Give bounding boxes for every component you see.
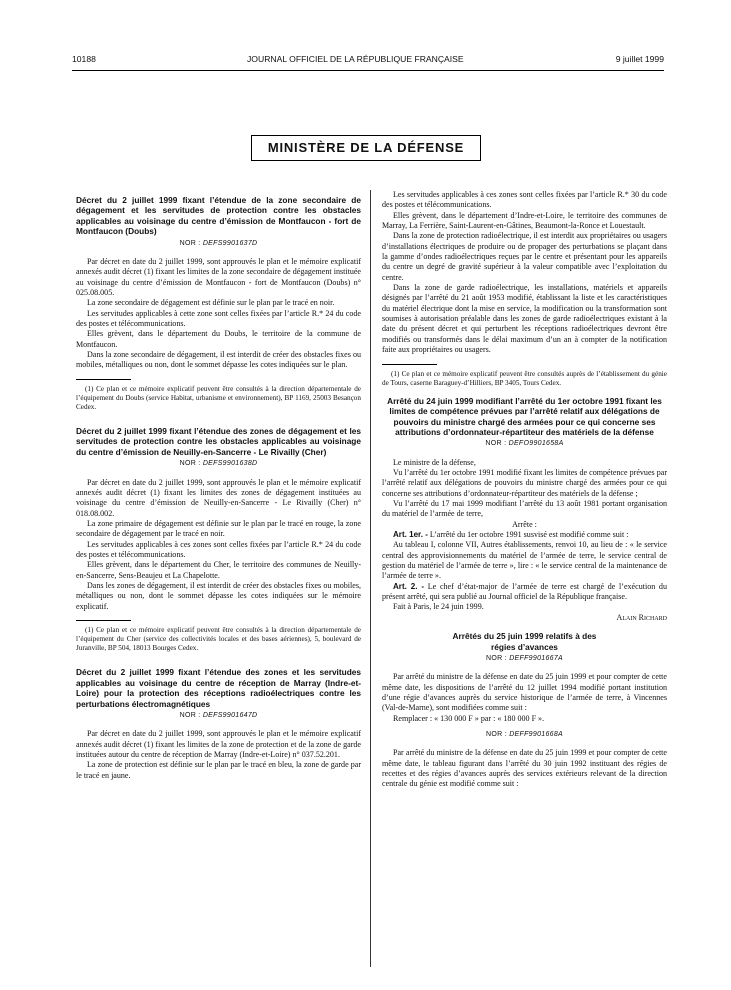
paragraph: Dans la zone de protection radioélectrique, il est interdit aux propriétaires ou usagers d’installations électriques de produire ou de propager des perturbations se plaçant dans la gamme d’ondes radioélectriques reçues par le centre et présentant pour les appareils du centre un degré de gravité supérieur à la valeur compatible avec l’exploitation du centre. — [382, 231, 667, 282]
header-rule — [72, 70, 664, 71]
page-number: 10188 — [72, 54, 96, 64]
nor-line: NOR : DEFS9901637D — [179, 239, 258, 247]
paragraph: Les servitudes applicables à ces zones sont celles fixées par l’article R.* 30 du code des postes et télécommunications. — [382, 190, 667, 210]
paragraph: Le ministre de la défense, — [393, 457, 476, 467]
paragraph: Par décret en date du 2 juillet 1999, sont approuvés le plan et le mémoire explicatif annexés audit décret (1) fixant les limites de la zone de protection et de la zone de garde instituées autour du centre de réception de Marray (Indre-et-Loire) n° 037.52.201. — [76, 729, 361, 759]
right-column — [382, 190, 667, 790]
decree-title: Décret du 2 juillet 1999 fixant l’étendue des zones et les servitudes applicables au voisinage du centre de réception de Marray (Indre-et-Loire) pour la protection des réceptions radioélectriques contre les perturbations électromagnétiques — [76, 667, 361, 709]
issue-date: 9 juillet 1999 — [615, 54, 664, 64]
paragraph: Au tableau I, colonne VII, Autres établissements, renvoi 10, au lieu de : « le service central des approvisionnements du matériel de l’armée de terre, le service central de gestion du matériel de l’armée de terre », lire : « le service central de la maintenance de l’armée de terre ». — [382, 540, 667, 581]
paragraph: La zone primaire de dégagement est définie sur le plan par le tracé en rouge, la zone secondaire de dégagement par le tracé en noir. — [76, 518, 361, 539]
paragraph: Dans les zones de dégagement, il est interdit de créer des obstacles fixes ou mobiles, métalliques ou non, dont le sommet dépasse les cotes indiquées sur le mémoire explicatif. — [76, 581, 361, 611]
nor-line: NOR : DEFS9901647D — [179, 711, 258, 719]
paragraph: Dans la zone de garde radioélectrique, les installations, matériels et appareils désignés par l’arrêté du 21 août 1953 modifié, établissant la liste et les caractéristiques du matériel électrique dont la mise en service, la modification ou la transformation sont soumises à autorisation préalable dans les zones de garde radioélectriques existant à la date du présent décret et qui perturbent les réceptions radioélectriques devront être modifiés ou transformés dans le délai maximum d’un an à compter de la notification faite aux propriétaires ou usagers. — [382, 283, 667, 355]
footnote: (1) Ce plan et ce mémoire explicatif peuvent être consultés à la direction départementale de l’équipement du Doubs (service Habitat, urbanisme et environnement), BP 1169, 25003 Besançon Cedex. — [76, 384, 361, 411]
footnote-rule — [76, 620, 131, 621]
paragraph: Remplacer : « 130 000 F » par : « 180 000 F ». — [393, 713, 545, 723]
paragraph: Elles grèvent, dans le département du Cher, le territoire des communes de Neuilly-en-Sancerre, Sens-Beaujeu et La Chapelotte. — [76, 560, 361, 580]
paragraph: Dans la zone secondaire de dégagement, il est interdit de créer des obstacles fixes ou mobiles, métalliques ou non, dont le sommet dépasse les cotes indiquées sur le plan. — [76, 350, 361, 370]
nor-line: NOR : DEFF9901667A — [486, 654, 563, 662]
signature: Alain Richard — [616, 612, 667, 622]
column-divider — [370, 190, 371, 967]
article-1: Art. 1er. - L’arrêté du 1er octobre 1991 susvisé est modifié comme suit : — [393, 530, 629, 540]
ministry-title: MINISTÈRE DE LA DÉFENSE — [267, 140, 465, 155]
paragraph: La zone de protection est définie sur le plan par le tracé en bleu, la zone de garde par le tracé en jaune. — [76, 760, 361, 780]
paragraph: Elles grèvent, dans le département du Doubs, le territoire de la commune de Montfaucon. — [76, 329, 361, 349]
paragraph: La zone secondaire de dégagement est définie sur le plan par le tracé en noir. — [87, 298, 335, 308]
journal-title: JOURNAL OFFICIEL DE LA RÉPUBLIQUE FRANÇAISE — [247, 54, 464, 64]
paragraph: Les servitudes applicables à cette zone sont celles fixées par l’article R.* 24 du code des postes et télécommunications. — [76, 308, 361, 329]
ministry-box — [251, 135, 481, 161]
paragraph: Vu l’arrêté du 17 mai 1999 modifiant l’arrêté du 13 août 1981 portant organisation du matériel de l’armée de terre, — [382, 499, 667, 519]
decree-title: Décret du 2 juillet 1999 fixant l’étendue de la zone secondaire de dégagement et les servitudes de protection contre les obstacles applicables au voisinage du centre d’émission de Montfaucon - fort de Montfaucon (Doubs) — [76, 195, 361, 237]
arrete-title: Arrêté du 24 juin 1999 modifiant l’arrêté du 1er octobre 1991 fixant les limites de compétence prévues par l’arrêté relatif aux délégations de pouvoirs du ministre chargé des armées pour ce qui concerne ses attributions d’ordonnateur-répartiteur des matériels de la défense — [387, 395, 662, 437]
paragraph: Par arrêté du ministre de la défense en date du 25 juin 1999 et pour compter de cette même date, les dispositions de l’arrêté du 12 juillet 1994 modifié portant institution d’une régie d’avances auprès du service historique de l’armée de terre, à Vincennes (Val-de-Marne), sont modifiées comme suit : — [382, 672, 667, 713]
paragraph: Fait à Paris, le 24 juin 1999. — [393, 602, 484, 612]
paragraph: Elles grèvent, dans le département d’Indre-et-Loire, le territoire des communes de Marray, La Ferrière, Saint-Laurent-en-Gâtines, Beaumont-la-Ronce et Louestault. — [382, 210, 667, 231]
paragraph: Par décret en date du 2 juillet 1999, sont approuvés le plan et le mémoire explicatif annexés audit décret (1) fixant les limites des zones de dégagement instituées au voisinage du centre d’émission de Neuilly-en-Sancerre - Le Rivailly (Cher) n° 018.08.002. — [76, 477, 361, 518]
paragraph: Vu l’arrêté du 1er octobre 1991 modifié fixant les limites de compétence prévues par l’arrêté relatif aux délégations de pouvoirs du ministre chargé des armées pour ce qui concerne ses attributions d’ordonnateur-répartiteur des matériels de la défense ; — [382, 468, 667, 498]
footnote-rule — [76, 379, 131, 380]
nor-line: NOR : DEFS9901638D — [179, 460, 258, 468]
nor-line: NOR : DEFF9901668A — [486, 731, 563, 739]
footnote: (1) Ce plan et ce mémoire explicatif peuvent être consultés à la direction départementale de l’équipement du Cher (service des collectivités locales et des bases aériennes), 5, boulevard de Juranville, BP 504, 18013 Bourges Cedex. — [76, 626, 361, 653]
left-column — [76, 195, 361, 781]
decree-title: Décret du 2 juillet 1999 fixant l’étendue des zones de dégagement et les servitudes de protection contre les obstacles applicables au voisinage du centre d’émission de Neuilly-en-Sancerre - Le Rivailly (Cher) — [76, 426, 361, 457]
arrete-heading: Arrête : — [512, 519, 537, 529]
arretes-title: Arrêtés du 25 juin 1999 relatifs à des régies d’avances — [452, 631, 597, 652]
paragraph: Par décret en date du 2 juillet 1999, sont approuvés le plan et le mémoire explicatif annexés audit décret (1) fixant les limites de la zone secondaire de dégagement instituée au voisinage du centre d’émission de Montfaucon - fort de Montfaucon (Doubs) n° 025.08.005. — [76, 256, 361, 297]
article-2: Art. 2. - Le chef d’état-major de l’armée de terre est chargé de l’exécution du présent arrêté, qui sera publié au Journal officiel de la République française. — [382, 581, 667, 602]
page-header — [72, 54, 664, 68]
paragraph: Par arrêté du ministre de la défense en date du 25 juin 1999 et pour compter de cette même date, le tableau figurant dans l’arrêté du 30 juin 1992 instituant des régies de recettes et des régies d’avances auprès des services extérieurs relevant de la direction centrale du génie est modifié comme suit : — [382, 748, 667, 789]
nor-line: NOR : DEFO9901658A — [485, 440, 564, 448]
footnote: (1) Ce plan et ce mémoire explicatif peuvent être consultés auprès de l’établissement du génie de Tours, caserne Baraguey-d’Hilliers, BP 3405, Tours Cedex. — [382, 369, 667, 387]
paragraph: Les servitudes applicables à ces zones sont celles fixées par l’article R.* 24 du code des postes et télécommunications. — [76, 539, 361, 559]
footnote-rule — [382, 364, 437, 365]
